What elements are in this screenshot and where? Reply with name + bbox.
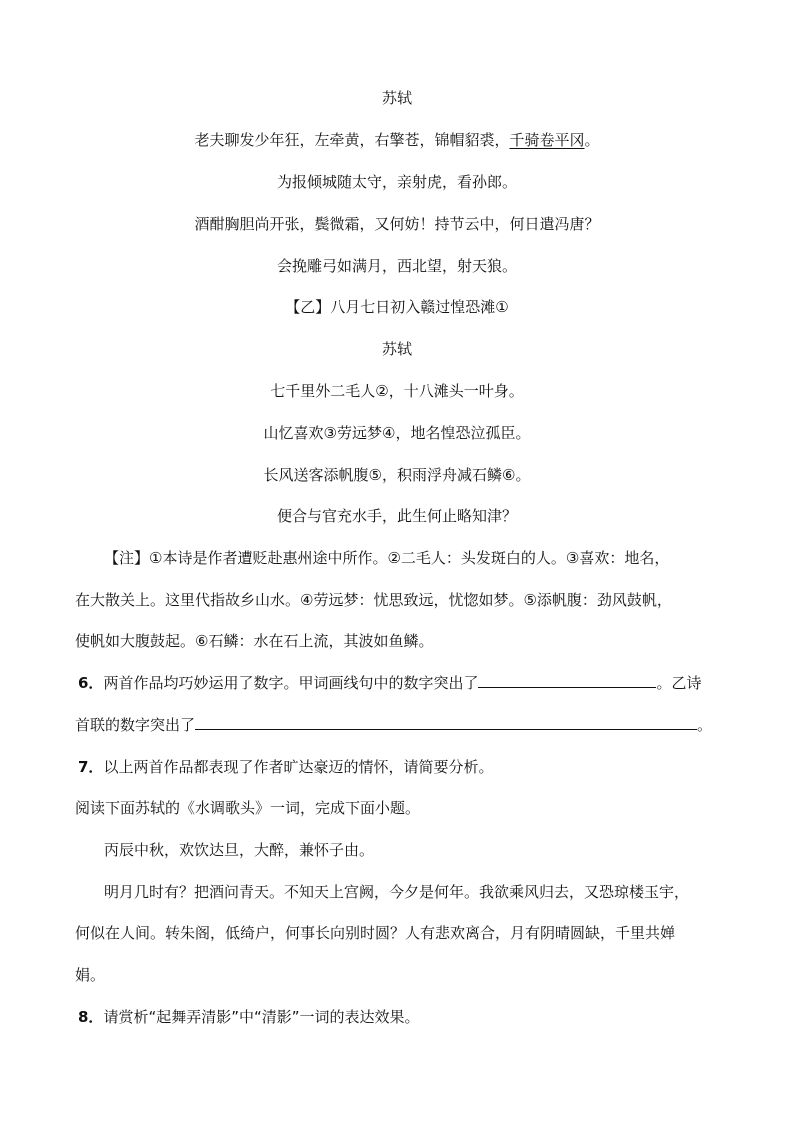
poem-yi-line-3: 长风送客添帆腹⑤，积雨浮舟减石鳞⑥。 xyxy=(263,466,531,484)
question-6-line-1 xyxy=(78,672,701,694)
ci-preface: 丙辰中秋，欢饮达旦，大醉，兼怀子由。 xyxy=(104,841,375,859)
poem-jia-line-2: 为报倾城随太守，亲射虎，看孙郎。 xyxy=(276,173,517,191)
answer-blank[interactable] xyxy=(195,714,697,730)
poem-yi-line-4: 便合与官充水手，此生何止略知津？ xyxy=(276,507,517,525)
poem-jia-line-3: 酒酣胸胆尚开张，鬓微霜，又何妨！持节云中，何日遣冯唐？ xyxy=(194,215,600,233)
question-number: 6． xyxy=(78,674,104,692)
question-6-line-2 xyxy=(75,714,712,736)
poem-jia-line-1-text: 老夫聊发少年狂，左牵黄，右擎苍，锦帽貂裘， xyxy=(194,131,510,149)
question-text: 两首作品均巧妙运用了数字。甲词画线句中的数字突出了 xyxy=(103,674,479,692)
poem-jia-line-1 xyxy=(0,129,794,151)
poem-jia-line-4: 会挽雕弓如满月，西北望，射天狼。 xyxy=(276,257,517,275)
notes-line-2: 在大散关上。这里代指故乡山水。④劳远梦：忧思致远，忧惚如梦。⑤添帆腹：劲风鼓帆， xyxy=(75,591,672,609)
ci-line-2: 何似在人间。转朱阁，低绮户，何事长向别时圆？人有悲欢离合，月有阴晴圆缺，千里共婵 xyxy=(75,924,676,942)
notes-line-1: 【注】①本诗是作者遭贬赴惠州途中所作。②二毛人：头发斑白的人。③喜欢：地名， xyxy=(104,549,670,567)
ci-line-1: 明月几时有？把酒问青天。不知天上宫阙，今夕是何年。我欲乘风归去，又恐琼楼玉宇， xyxy=(104,883,690,901)
question-text: 。乙诗 xyxy=(656,674,702,692)
question-7 xyxy=(78,756,493,778)
question-text: 以上两首作品都表现了作者旷达豪迈的情怀，请简要分析。 xyxy=(103,758,494,776)
notes-line-3: 使帆如大腹鼓起。⑥石鳞：水在石上流，其波如鱼鳞。 xyxy=(75,632,434,650)
underlined-phrase: 千骑卷平冈 xyxy=(509,131,585,149)
poem-yi-title: 【乙】八月七日初入赣过惶恐滩① xyxy=(285,298,509,316)
question-8 xyxy=(78,1006,420,1028)
poem-jia-line-1-end: 。 xyxy=(584,131,600,149)
question-text: 首联的数字突出了 xyxy=(75,716,196,734)
poem-yi-line-1: 七千里外二毛人②，十八滩头一叶身。 xyxy=(270,382,524,400)
poem-yi-line-2: 山忆喜欢③劳远梦④，地名惶恐泣孤臣。 xyxy=(263,424,531,442)
question-text: 。 xyxy=(697,716,713,734)
ci-line-3: 娟。 xyxy=(75,966,106,984)
question-number: 8． xyxy=(78,1008,104,1026)
poem-jia-author: 苏轼 xyxy=(381,89,412,107)
poem-yi-author: 苏轼 xyxy=(381,340,412,358)
answer-blank[interactable] xyxy=(478,672,656,688)
reading-instruction: 阅读下面苏轼的《水调歌头》一词，完成下面小题。 xyxy=(75,799,421,817)
question-text: 请赏析“起舞弄清影”中“清影”一词的表达效果。 xyxy=(103,1008,420,1026)
question-number: 7． xyxy=(78,758,104,776)
